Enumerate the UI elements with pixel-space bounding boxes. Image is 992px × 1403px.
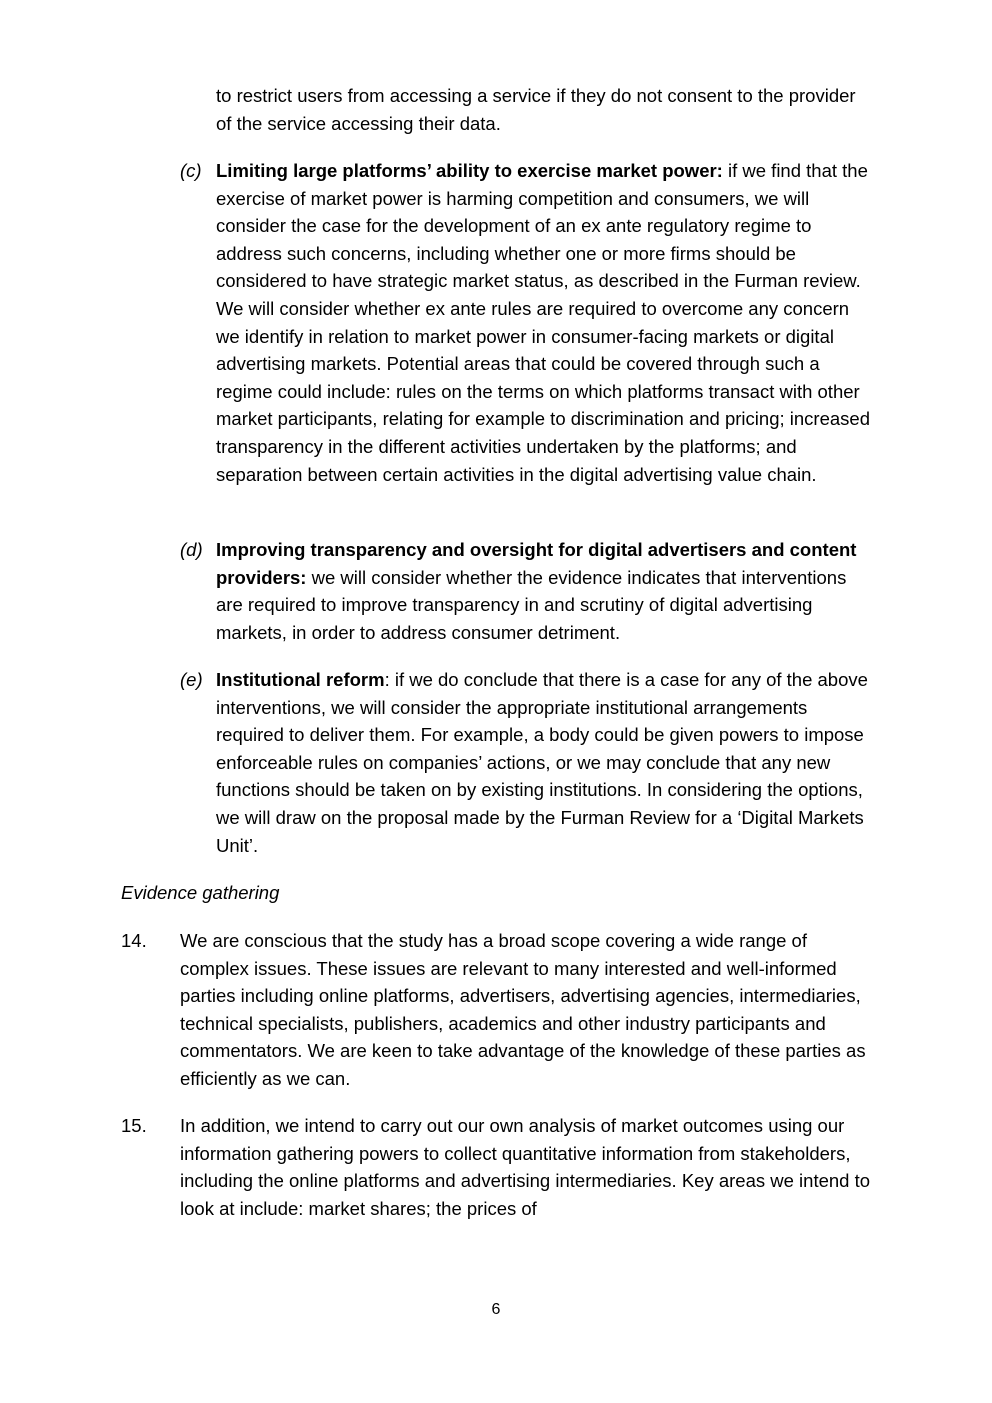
item-c-title: Limiting large platforms’ ability to exercise market power: bbox=[216, 160, 723, 181]
item-d-title: Improving transparency and oversight for digital advertisers and content providers: bbox=[216, 539, 857, 588]
item-e-label: (e) bbox=[180, 669, 203, 690]
item-e-body: : if we do conclude that there is a case for any of the above interventions, we will consider the appropriate institutional arrangements required to deliver them. For example, a body could be given powers to impose enforceable rules on companies’ actions, or we may conclude that any new functions should be taken on by existing institutions. In considering the options, we will draw on the proposal made by the Furman Review for a ‘Digital Markets Unit’. bbox=[216, 669, 868, 856]
paragraph-15-number: 15. bbox=[121, 1115, 147, 1136]
paragraph-14-number: 14. bbox=[121, 930, 147, 951]
item-d-body: we will consider whether the evidence indicates that interventions are required to improve transparency in and scrutiny of digital advertising markets, in order to address consumer detriment. bbox=[216, 566, 847, 643]
continuation-text: to restrict users from accessing a service if they do not consent to the provider of the service accessing their data. bbox=[216, 85, 856, 134]
page-number: 6 bbox=[491, 1301, 501, 1318]
item-c-label: (c) bbox=[180, 160, 202, 181]
item-e-title: Institutional reform bbox=[216, 669, 385, 690]
item-c-text bbox=[216, 157, 876, 488]
item-c-body: if we find that the exercise of market power is harming competition and consumers, we will consider the case for the development of an ex ante regulatory regime to address such concerns, including whether one or more firms should be considered to have strategic market status, as described in the Furman review. We will consider whether ex ante rules are required to overcome any concern we identify in relation to market power in consumer-facing markets or digital advertising markets. Potential areas that could be covered through such a regime could include: rules on the terms on which platforms transact with other market participants, relating for example to discrimination and pricing; increased transparency in the different activities undertaken by the platforms; and separation between certain activities in the digital advertising value chain. bbox=[216, 160, 870, 485]
section-heading: Evidence gathering bbox=[121, 882, 280, 903]
item-d-label: (d) bbox=[180, 539, 203, 560]
paragraph-14-text: We are conscious that the study has a broad scope covering a wide range of complex issues. These issues are relevant to many interested and well-informed parties including online platforms, advertisers, advertising agencies, intermediaries, technical specialists, publishers, academics and other industry participants and commentators. We are keen to take advantage of the knowledge of these parties as efficiently as we can. bbox=[180, 930, 866, 1089]
paragraph-15-text: In addition, we intend to carry out our own analysis of market outcomes using our information gathering powers to collect quantitative information from stakeholders, including the online platforms and advertising intermediaries. Key areas we intend to look at include: market shares; the prices of bbox=[180, 1115, 871, 1219]
item-e-text bbox=[216, 666, 876, 859]
item-d-text bbox=[216, 536, 876, 646]
